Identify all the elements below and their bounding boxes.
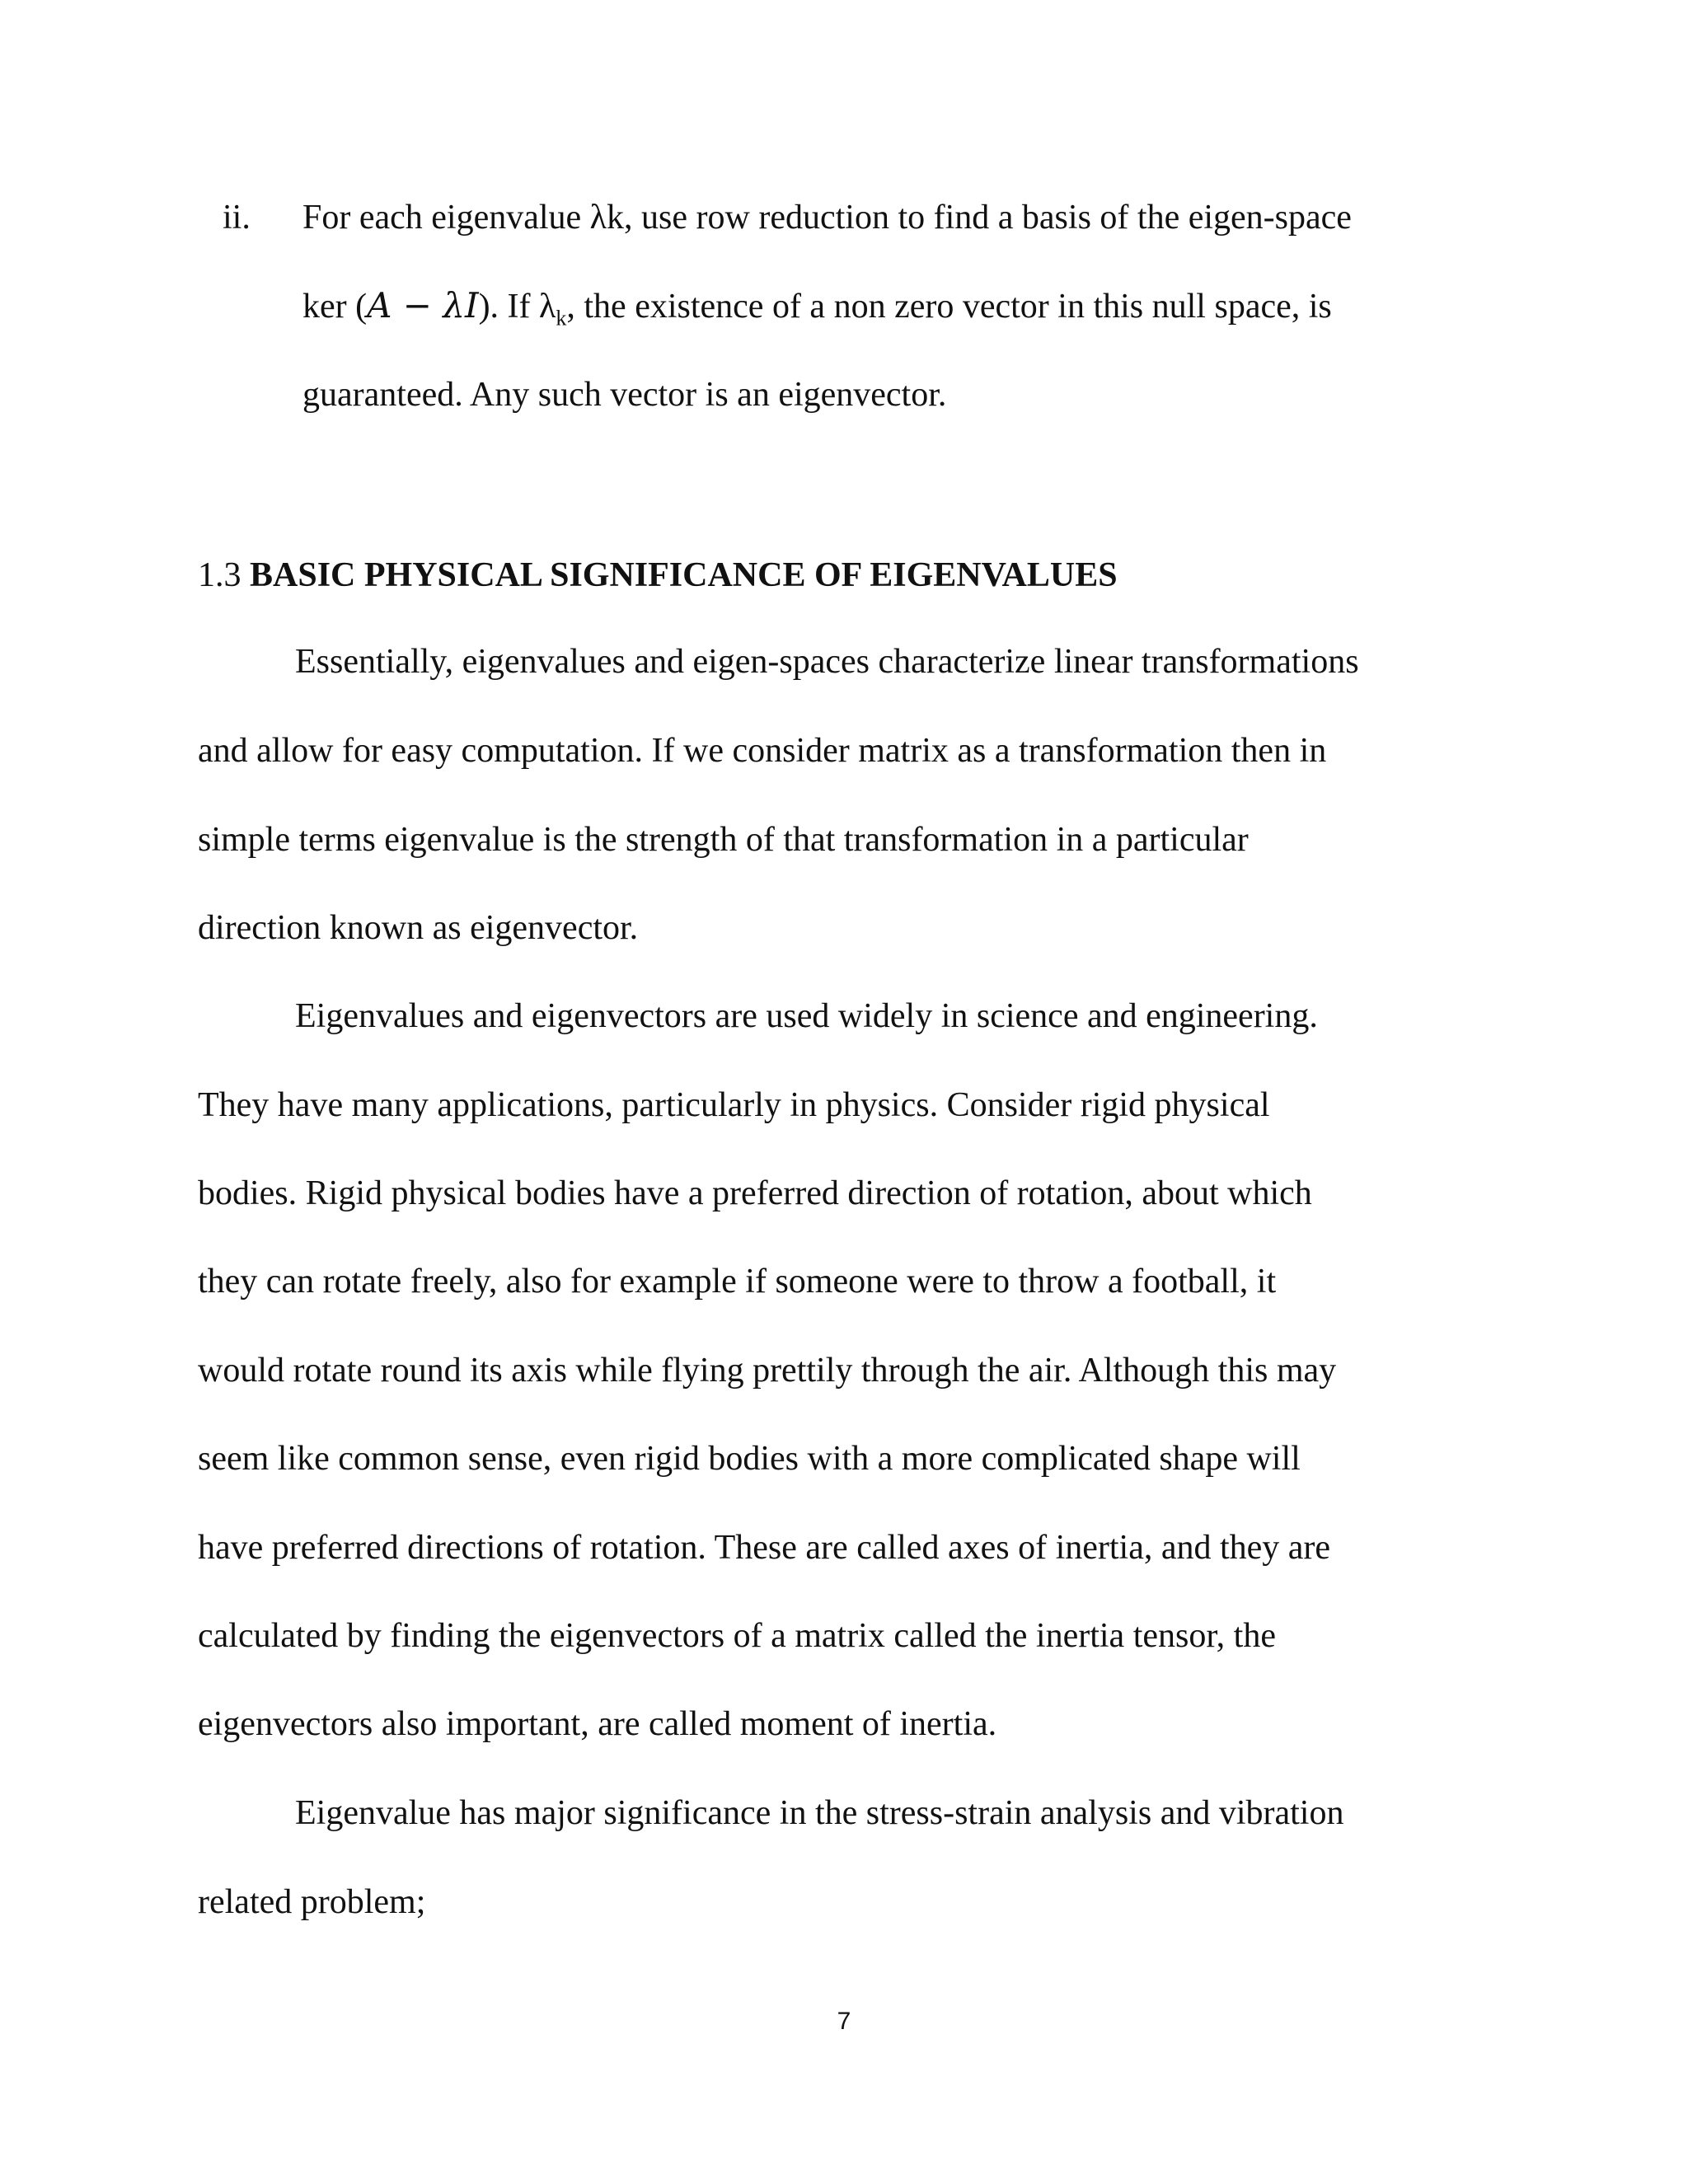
paragraph-2-line-4: they can rotate freely, also for example if someone were to throw a football, it [198,1263,1277,1301]
section-heading [198,558,1118,593]
text-segment: , the existence of a non zero vector in this null space, is [566,288,1332,326]
subscript: k [556,306,567,330]
paragraph-1-line-2: and allow for easy computation. If we consider matrix as a transformation then in [198,732,1327,770]
section-title: BASIC PHYSICAL SIGNIFICANCE OF EIGENVALUES [250,556,1118,594]
text-segment: ). If λ [478,288,556,326]
paragraph-2-line-2: They have many applications, particularly in physics. Consider rigid physical [198,1086,1270,1124]
paragraph-2-line-7: have preferred directions of rotation. These are called axes of inertia, and they are [198,1529,1331,1567]
list-item-line-1: For each eigenvalue λk, use row reduction to find a basis of the eigen-space [302,199,1352,237]
list-item-line-2 [302,285,1332,330]
page-number: 7 [837,2008,851,2035]
paragraph-2-line-1: Eigenvalues and eigenvectors are used widely in science and engineering. [295,997,1318,1035]
list-marker: ii. [223,199,251,237]
paragraph-2-line-3: bodies. Rigid physical bodies have a preferred direction of rotation, about which [198,1174,1312,1212]
paragraph-1-line-3: simple terms eigenvalue is the strength of that transformation in a particular [198,821,1249,859]
paragraph-2-line-8: calculated by finding the eigenvectors of a matrix called the inertia tensor, the [198,1617,1276,1655]
text-segment: ker ( [302,288,368,326]
paragraph-3-line-1: Eigenvalue has major significance in the stress-strain analysis and vibration [295,1794,1344,1832]
list-item-line-3: guaranteed. Any such vector is an eigenvector. [302,376,947,414]
paragraph-2-line-5: would rotate round its axis while flying prettily through the air. Although this may [198,1352,1337,1390]
paragraph-1-line-1: Essentially, eigenvalues and eigen-spaces characterize linear transformations [295,643,1359,681]
paragraph-2-line-6: seem like common sense, even rigid bodies with a more complicated shape will [198,1440,1301,1478]
paragraph-2-line-9: eigenvectors also important, are called moment of inertia. [198,1705,997,1743]
section-number: 1.3 [198,556,241,594]
paragraph-3-line-2: related problem; [198,1883,426,1921]
math-expression: A − λI [367,285,479,326]
paragraph-1-line-4: direction known as eigenvector. [198,909,639,947]
